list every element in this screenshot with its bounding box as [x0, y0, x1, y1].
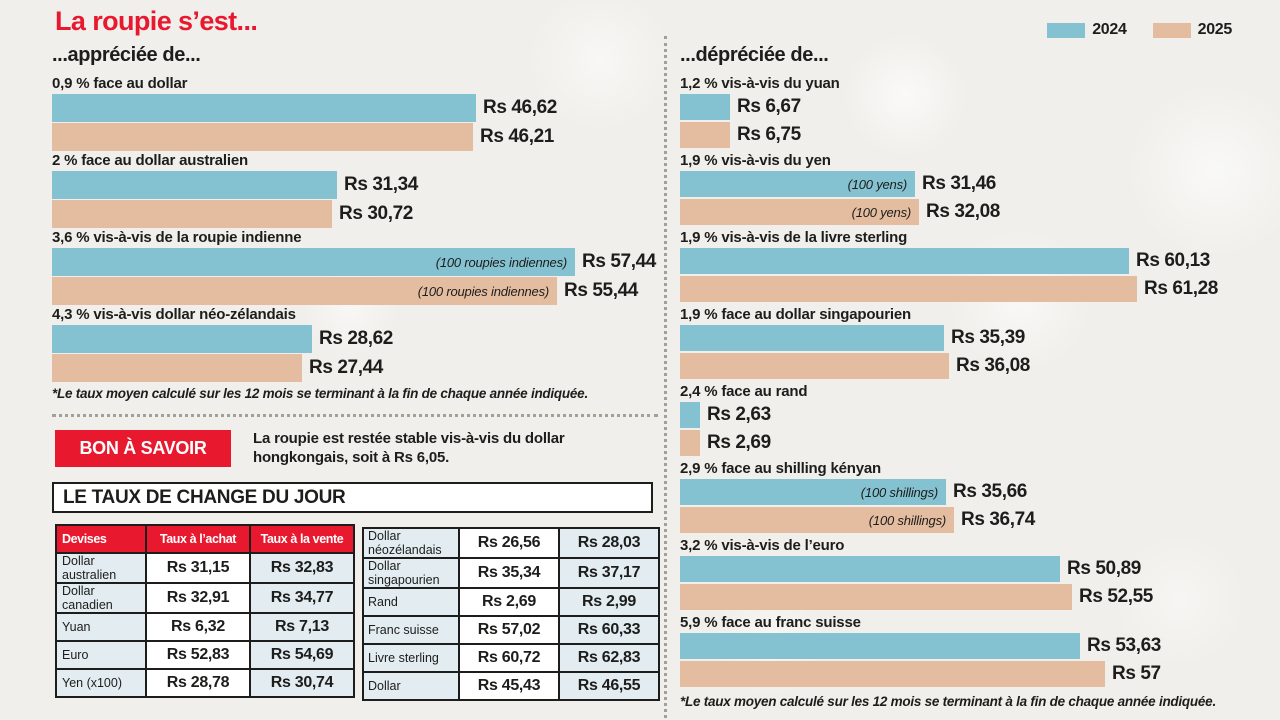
- bar-2025: [680, 199, 919, 225]
- bar-value-label: Rs 46,21: [480, 126, 554, 147]
- bar-row-2025: [52, 200, 662, 228]
- table-row: [363, 528, 659, 558]
- section-title-depreciated: ...dépréciée de...: [680, 44, 829, 66]
- table-header-cell: Taux à l’achat: [146, 525, 250, 553]
- bar-value-label: Rs 27,44: [309, 357, 383, 378]
- bar-2024: [680, 248, 1129, 274]
- buy-rate-cell: Rs 52,83: [146, 641, 250, 669]
- footnote-depreciated: *Le taux moyen calculé sur les 12 mois se terminant à la fin de chaque année indiquée.: [680, 694, 1216, 709]
- table-row: [363, 672, 659, 700]
- bar-row-2025: [52, 123, 662, 151]
- buy-rate-cell: Rs 28,78: [146, 669, 250, 697]
- table-header-row: [56, 525, 354, 553]
- section-title-appreciated: ...appréciée de...: [52, 44, 201, 66]
- bar-row-2025: [52, 354, 662, 382]
- bar-unit-note: (100 roupies indiennes): [435, 254, 567, 270]
- bar-value-label: Rs 55,44: [564, 280, 638, 301]
- buy-rate-cell: Rs 32,91: [146, 583, 250, 613]
- bar-value-label: Rs 36,74: [961, 509, 1035, 530]
- legend-label-2024: 2024: [1092, 21, 1127, 38]
- bar-2025: [680, 276, 1137, 302]
- sell-rate-cell: Rs 30,74: [250, 669, 354, 697]
- bar-2025: [680, 353, 949, 379]
- bar-group: [680, 152, 1240, 225]
- bar-group: [680, 537, 1240, 610]
- bar-row-2025: [680, 276, 1240, 302]
- chart-legend: [1047, 21, 1232, 39]
- bar-value-label: Rs 53,63: [1087, 635, 1161, 656]
- bar-unit-note: (100 roupies indiennes): [417, 283, 549, 299]
- bar-group-label: 1,9 % vis-à-vis du yen: [680, 152, 831, 169]
- bar-value-label: Rs 2,69: [707, 432, 771, 453]
- bar-2024: [52, 94, 476, 122]
- bar-group: [52, 229, 662, 305]
- sell-rate-cell: Rs 60,33: [559, 616, 659, 644]
- table-row: [56, 669, 354, 697]
- bon-a-savoir-text: La roupie est restée stable vis-à-vis du dollar hongkongais, soit à Rs 6,05.: [253, 430, 565, 466]
- table-row: [363, 558, 659, 588]
- bar-2025: [680, 122, 730, 148]
- table-row: [56, 553, 354, 583]
- bar-row-2024: [680, 556, 1240, 582]
- bar-group: [52, 306, 662, 382]
- bar-row-2025: [680, 430, 1240, 456]
- bar-2024: [680, 171, 915, 197]
- buy-rate-cell: Rs 57,02: [459, 616, 559, 644]
- appreciated-bar-chart: [52, 75, 662, 383]
- table-row: [363, 644, 659, 672]
- table-row: [56, 641, 354, 669]
- bar-unit-note: (100 shillings): [868, 512, 946, 528]
- bar-group: [680, 306, 1240, 379]
- buy-rate-cell: Rs 6,32: [146, 613, 250, 641]
- bar-group-label: 0,9 % face au dollar: [52, 75, 188, 92]
- bar-value-label: Rs 6,75: [737, 124, 801, 145]
- exchange-rate-table-left: [55, 524, 355, 698]
- bar-group: [680, 460, 1240, 533]
- bar-group-label: 2,4 % face au rand: [680, 383, 808, 400]
- bar-row-2024: [52, 94, 662, 122]
- bar-2025: [52, 200, 332, 228]
- sell-rate-cell: Rs 7,13: [250, 613, 354, 641]
- sell-rate-cell: Rs 28,03: [559, 528, 659, 558]
- currency-name-cell: Dollar: [363, 672, 459, 700]
- bar-group: [680, 229, 1240, 302]
- bar-group-label: 2,9 % face au shilling kényan: [680, 460, 881, 477]
- currency-name-cell: Dollar singapourien: [363, 558, 459, 588]
- currency-name-cell: Dollar néozélandais: [363, 528, 459, 558]
- horizontal-dotted-divider: [52, 414, 658, 417]
- sell-rate-cell: Rs 46,55: [559, 672, 659, 700]
- bar-value-label: Rs 36,08: [956, 355, 1030, 376]
- bar-unit-note: (100 yens): [847, 176, 907, 192]
- table-header-cell: Devises: [56, 525, 146, 553]
- table-row: [56, 583, 354, 613]
- bar-row-2025: [680, 353, 1240, 379]
- bar-row-2024: [52, 248, 662, 276]
- currency-name-cell: Yen (x100): [56, 669, 146, 697]
- buy-rate-cell: Rs 60,72: [459, 644, 559, 672]
- bar-unit-note: (100 yens): [851, 204, 911, 220]
- exchange-table-title: LE TAUX DE CHANGE DU JOUR: [52, 482, 653, 513]
- bar-2024: [52, 171, 337, 199]
- bar-2024: [680, 556, 1060, 582]
- footnote-appreciated: *Le taux moyen calculé sur les 12 mois se terminant à la fin de chaque année indiquée.: [52, 386, 588, 401]
- bar-group: [52, 152, 662, 228]
- bar-group-label: 1,2 % vis-à-vis du yuan: [680, 75, 840, 92]
- bar-2025: [52, 123, 473, 151]
- bar-row-2025: [680, 507, 1240, 533]
- bar-2025: [680, 661, 1105, 687]
- bar-group-label: 1,9 % vis-à-vis de la livre sterling: [680, 229, 908, 246]
- table-header-cell: Taux à la vente: [250, 525, 354, 553]
- table-row: [363, 588, 659, 616]
- buy-rate-cell: Rs 2,69: [459, 588, 559, 616]
- bar-group: [52, 75, 662, 151]
- bar-group-label: 2 % face au dollar australien: [52, 152, 248, 169]
- bar-value-label: Rs 61,28: [1144, 278, 1218, 299]
- bar-group-label: 3,2 % vis-à-vis de l’euro: [680, 537, 845, 554]
- bar-value-label: Rs 35,39: [951, 327, 1025, 348]
- bar-value-label: Rs 31,46: [922, 173, 996, 194]
- bar-value-label: Rs 2,63: [707, 404, 771, 425]
- page-title: La roupie s’est...: [55, 6, 258, 36]
- bar-2024: [680, 479, 946, 505]
- buy-rate-cell: Rs 31,15: [146, 553, 250, 583]
- currency-name-cell: Yuan: [56, 613, 146, 641]
- legend-item-2025: [1153, 21, 1232, 39]
- bar-value-label: Rs 30,72: [339, 203, 413, 224]
- bar-row-2024: [680, 94, 1240, 120]
- sell-rate-cell: Rs 2,99: [559, 588, 659, 616]
- bar-2024: [680, 325, 944, 351]
- bar-group: [680, 75, 1240, 148]
- bar-2025: [680, 430, 700, 456]
- bar-value-label: Rs 57: [1112, 663, 1161, 684]
- bar-row-2024: [680, 479, 1240, 505]
- bar-unit-note: (100 shillings): [860, 484, 938, 500]
- vertical-dotted-divider: [664, 36, 667, 718]
- bar-2025: [680, 584, 1072, 610]
- sell-rate-cell: Rs 37,17: [559, 558, 659, 588]
- bar-row-2024: [52, 325, 662, 353]
- bon-a-savoir-badge: BON À SAVOIR: [55, 430, 231, 467]
- legend-label-2025: 2025: [1197, 21, 1232, 38]
- bar-row-2025: [680, 661, 1240, 687]
- bar-row-2025: [680, 584, 1240, 610]
- currency-name-cell: Euro: [56, 641, 146, 669]
- bar-group-label: 1,9 % face au dollar singapourien: [680, 306, 911, 323]
- legend-swatch-2025-icon: [1153, 23, 1191, 38]
- buy-rate-cell: Rs 45,43: [459, 672, 559, 700]
- bar-row-2024: [680, 248, 1240, 274]
- currency-name-cell: Franc suisse: [363, 616, 459, 644]
- bar-value-label: Rs 31,34: [344, 174, 418, 195]
- bar-2024: [680, 94, 730, 120]
- bar-group-label: 3,6 % vis-à-vis de la roupie indienne: [52, 229, 302, 246]
- table-row: [56, 613, 354, 641]
- sell-rate-cell: Rs 54,69: [250, 641, 354, 669]
- bar-value-label: Rs 28,62: [319, 328, 393, 349]
- bar-row-2024: [680, 402, 1240, 428]
- legend-item-2024: [1047, 21, 1126, 39]
- bar-value-label: Rs 6,67: [737, 96, 801, 117]
- bar-row-2025: [680, 199, 1240, 225]
- bar-value-label: Rs 60,13: [1136, 250, 1210, 271]
- bar-value-label: Rs 50,89: [1067, 558, 1141, 579]
- legend-swatch-2024-icon: [1047, 23, 1085, 38]
- bar-2024: [52, 325, 312, 353]
- buy-rate-cell: Rs 26,56: [459, 528, 559, 558]
- bar-2024: [680, 633, 1080, 659]
- bar-row-2024: [680, 325, 1240, 351]
- bar-group-label: 4,3 % vis-à-vis dollar néo-zélandais: [52, 306, 296, 323]
- bar-row-2024: [680, 633, 1240, 659]
- currency-name-cell: Rand: [363, 588, 459, 616]
- bar-value-label: Rs 57,44: [582, 251, 656, 272]
- exchange-rate-table-right: [362, 527, 660, 701]
- bar-row-2025: [680, 122, 1240, 148]
- bar-row-2024: [680, 171, 1240, 197]
- bar-2025: [680, 507, 954, 533]
- currency-name-cell: Dollar canadien: [56, 583, 146, 613]
- bar-value-label: Rs 35,66: [953, 481, 1027, 502]
- bar-group: [680, 383, 1240, 456]
- bar-2024: [680, 402, 700, 428]
- bar-value-label: Rs 32,08: [926, 201, 1000, 222]
- bar-row-2025: [52, 277, 662, 305]
- currency-name-cell: Dollar australien: [56, 553, 146, 583]
- depreciated-bar-chart: [680, 75, 1240, 691]
- bar-2025: [52, 354, 302, 382]
- bar-value-label: Rs 52,55: [1079, 586, 1153, 607]
- bar-value-label: Rs 46,62: [483, 97, 557, 118]
- bar-2025: [52, 277, 557, 305]
- bar-group-label: 5,9 % face au franc suisse: [680, 614, 861, 631]
- sell-rate-cell: Rs 62,83: [559, 644, 659, 672]
- bar-row-2024: [52, 171, 662, 199]
- currency-name-cell: Livre sterling: [363, 644, 459, 672]
- bar-2024: [52, 248, 575, 276]
- buy-rate-cell: Rs 35,34: [459, 558, 559, 588]
- sell-rate-cell: Rs 32,83: [250, 553, 354, 583]
- sell-rate-cell: Rs 34,77: [250, 583, 354, 613]
- table-row: [363, 616, 659, 644]
- bar-group: [680, 614, 1240, 687]
